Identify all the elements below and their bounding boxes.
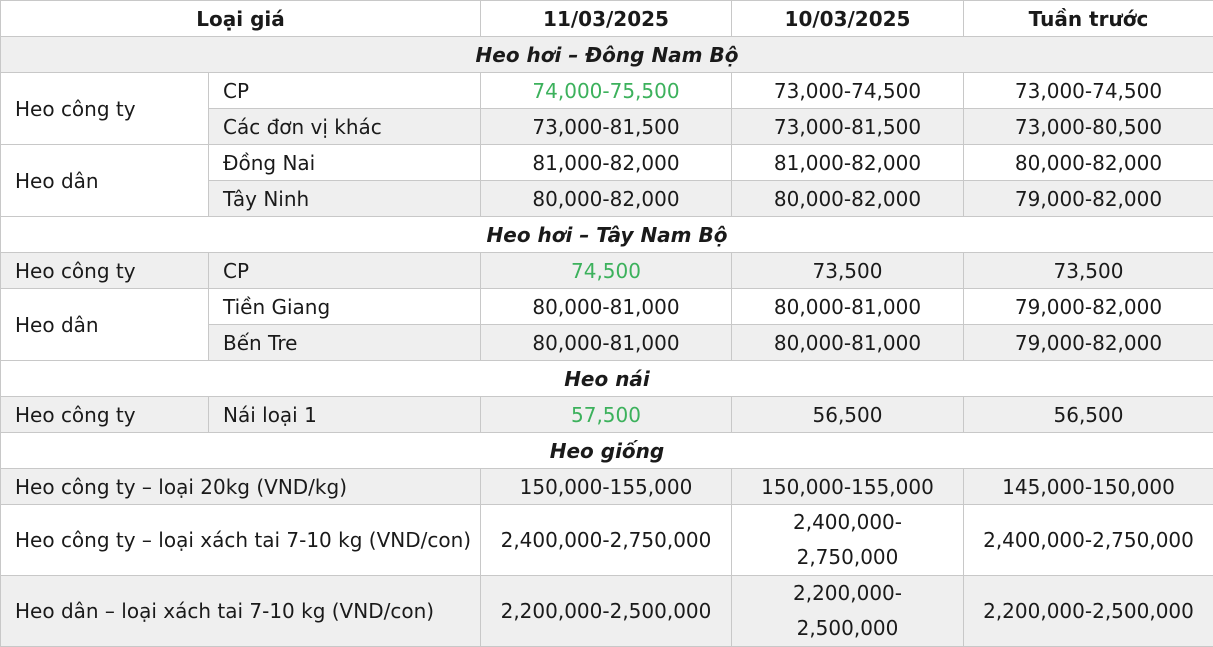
price-date-1: 57,500 — [481, 397, 732, 433]
section-header-row — [1, 361, 1213, 397]
price-previous-week: 2,200,000-2,500,000 — [964, 576, 1213, 647]
price-previous-week: 56,500 — [964, 397, 1213, 433]
price-date-2: 80,000-82,000 — [732, 181, 964, 217]
sub-label: Bến Tre — [209, 325, 481, 361]
header-previous-week: Tuần trước — [964, 1, 1213, 37]
header-price-type: Loại giá — [1, 1, 481, 37]
price-date-2: 80,000-81,000 — [732, 289, 964, 325]
header-row — [1, 1, 1213, 37]
group-label: Heo công ty — [1, 397, 209, 433]
price-previous-week: 73,000-74,500 — [964, 73, 1213, 109]
price-previous-week: 73,000-80,500 — [964, 109, 1213, 145]
price-date-2: 150,000-155,000 — [732, 469, 964, 505]
price-date-1: 74,000-75,500 — [481, 73, 732, 109]
section-title: Heo hơi – Đông Nam Bộ — [1, 37, 1213, 73]
price-date-1: 73,000-81,500 — [481, 109, 732, 145]
price-date-1: 2,400,000-2,750,000 — [481, 505, 732, 576]
price-date-1: 80,000-82,000 — [481, 181, 732, 217]
table-row — [1, 505, 1213, 576]
table-row — [1, 145, 1213, 181]
price-date-1: 81,000-82,000 — [481, 145, 732, 181]
section-header-row — [1, 37, 1213, 73]
section-title: Heo hơi – Tây Nam Bộ — [1, 217, 1213, 253]
group-label: Heo dân — [1, 145, 209, 217]
price-date-2: 80,000-81,000 — [732, 325, 964, 361]
section-header-row — [1, 217, 1213, 253]
price-date-2: 2,200,000-2,500,000 — [732, 576, 964, 647]
table-row — [1, 253, 1213, 289]
row-label: Heo công ty – loại 20kg (VND/kg) — [1, 469, 481, 505]
sub-label: Tiền Giang — [209, 289, 481, 325]
table-row — [1, 289, 1213, 325]
group-label: Heo dân — [1, 289, 209, 361]
price-date-2: 73,000-81,500 — [732, 109, 964, 145]
price-date-1: 80,000-81,000 — [481, 325, 732, 361]
table-row — [1, 73, 1213, 109]
group-label: Heo công ty — [1, 253, 209, 289]
header-date-1: 11/03/2025 — [481, 1, 732, 37]
price-date-2: 81,000-82,000 — [732, 145, 964, 181]
price-date-1: 74,500 — [481, 253, 732, 289]
price-previous-week: 79,000-82,000 — [964, 325, 1213, 361]
sub-label: Nái loại 1 — [209, 397, 481, 433]
row-label: Heo công ty – loại xách tai 7-10 kg (VND/con) — [1, 505, 481, 576]
price-date-2: 73,500 — [732, 253, 964, 289]
sub-label: Các đơn vị khác — [209, 109, 481, 145]
price-previous-week: 79,000-82,000 — [964, 289, 1213, 325]
price-date-1: 2,200,000-2,500,000 — [481, 576, 732, 647]
price-previous-week: 80,000-82,000 — [964, 145, 1213, 181]
row-label: Heo dân – loại xách tai 7-10 kg (VND/con) — [1, 576, 481, 647]
group-label: Heo công ty — [1, 73, 209, 145]
section-header-row — [1, 433, 1213, 469]
price-date-1: 80,000-81,000 — [481, 289, 732, 325]
table-row — [1, 576, 1213, 647]
price-previous-week: 79,000-82,000 — [964, 181, 1213, 217]
price-previous-week: 2,400,000-2,750,000 — [964, 505, 1213, 576]
price-previous-week: 73,500 — [964, 253, 1213, 289]
header-date-2: 10/03/2025 — [732, 1, 964, 37]
sub-label: CP — [209, 253, 481, 289]
price-date-2: 2,400,000-2,750,000 — [732, 505, 964, 576]
section-title: Heo nái — [1, 361, 1213, 397]
table-row — [1, 469, 1213, 505]
section-title: Heo giống — [1, 433, 1213, 469]
table-row — [1, 397, 1213, 433]
price-date-2: 73,000-74,500 — [732, 73, 964, 109]
sub-label: CP — [209, 73, 481, 109]
price-date-2: 56,500 — [732, 397, 964, 433]
sub-label: Tây Ninh — [209, 181, 481, 217]
price-previous-week: 145,000-150,000 — [964, 469, 1213, 505]
sub-label: Đồng Nai — [209, 145, 481, 181]
price-date-1: 150,000-155,000 — [481, 469, 732, 505]
